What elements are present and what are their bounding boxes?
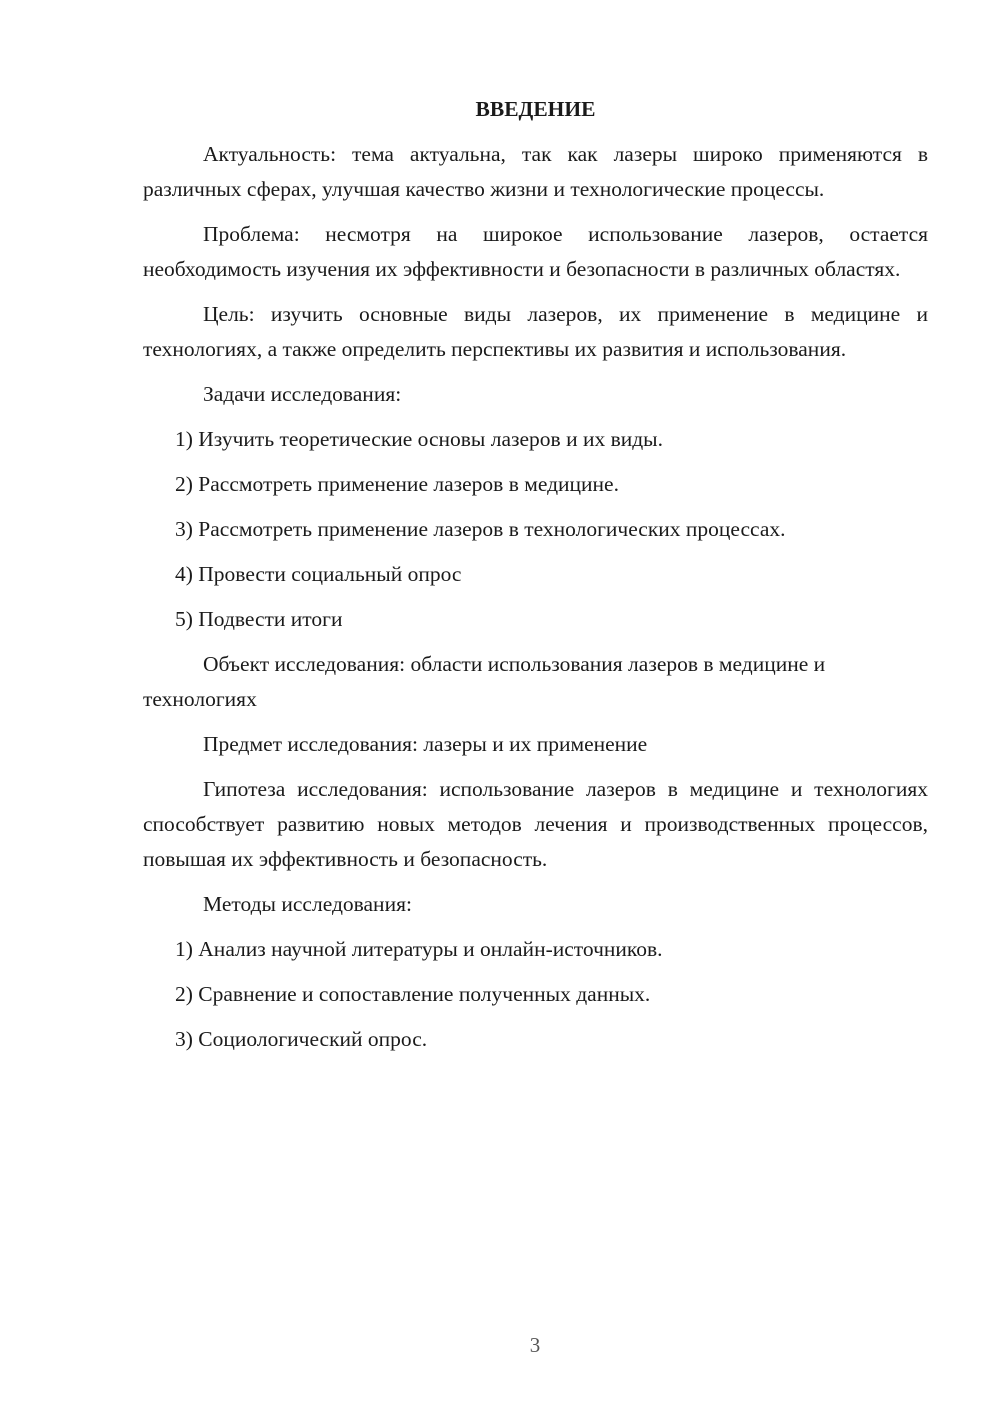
section-title: ВВЕДЕНИЕ <box>475 97 596 121</box>
method-item: 1) Анализ научной литературы и онлайн-источников. <box>175 937 663 961</box>
task-item: 1) Изучить теоретические основы лазеров и их виды. <box>175 427 664 451</box>
method-item: 3) Социологический опрос. <box>175 1027 428 1051</box>
method-item: 2) Сравнение и сопоставление полученных данных. <box>175 982 651 1006</box>
methods-heading: Методы исследования: <box>203 892 412 916</box>
tasks-heading: Задачи исследования: <box>203 382 402 406</box>
task-item: 3) Рассмотреть применение лазеров в технологических процессах. <box>175 517 786 541</box>
task-item: 4) Провести социальный опрос <box>175 562 462 586</box>
problem-paragraph: Проблема: несмотря на широкое использование лазеров, остается необходимость изучения их эффективности и безопасности в различных областях. <box>143 222 928 281</box>
task-item: 2) Рассмотреть применение лазеров в медицине. <box>175 472 619 496</box>
tasks-list <box>143 422 928 637</box>
methods-list <box>143 932 928 1057</box>
hypothesis-paragraph: Гипотеза исследования: использование лазеров в медицине и технологиях способствует развитию новых методов лечения и производственных процессов, повышая их эффективность и безопасность. <box>143 777 928 871</box>
subject-paragraph: Предмет исследования: лазеры и их применение <box>203 732 648 756</box>
page-number: 3 <box>529 1333 541 1357</box>
task-item: 5) Подвести итоги <box>175 607 343 631</box>
relevance-paragraph: Актуальность: тема актуальна, так как лазеры широко применяются в различных сферах, улучшая качество жизни и технологические процессы. <box>143 142 928 201</box>
goal-paragraph: Цель: изучить основные виды лазеров, их применение в медицине и технологиях, а также определить перспективы их развития и использования. <box>143 302 928 361</box>
document-page <box>143 92 928 1067</box>
object-paragraph: Объект исследования: области использования лазеров в медицине и технологиях <box>143 652 826 711</box>
